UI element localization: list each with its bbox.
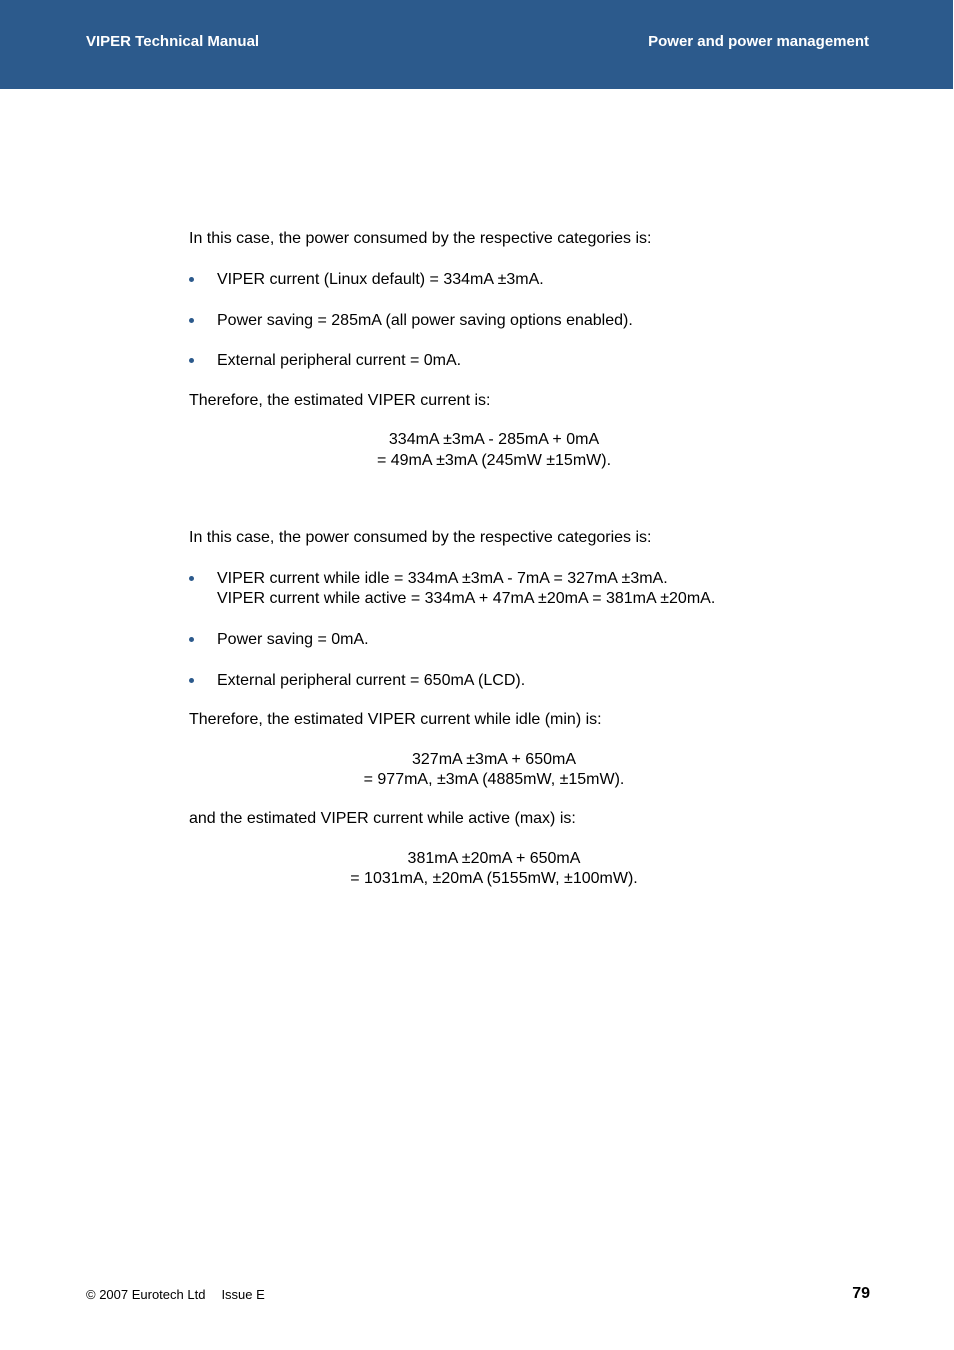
page-header <box>0 0 953 89</box>
page-number: 79 <box>852 1285 870 1302</box>
copyright: © 2007 Eurotech Ltd <box>86 1287 206 1302</box>
section1-conclusion: Therefore, the estimated VIPER current is: <box>189 392 491 409</box>
page-footer <box>86 1287 265 1302</box>
chapter-title: Power and power management <box>648 33 869 50</box>
section1-intro: In this case, the power consumed by the respective categories is: <box>189 230 652 247</box>
equation-result: = 49mA ±3mA (245mW ±15mW). <box>376 452 612 469</box>
equation-result: = 1031mA, ±20mA (5155mW, ±100mW). <box>350 870 638 887</box>
section2-conclusion-active: and the estimated VIPER current while active (max) is: <box>189 810 576 827</box>
bullet-icon <box>189 358 194 363</box>
bullet-icon <box>189 678 194 683</box>
section2-conclusion-idle: Therefore, the estimated VIPER current while idle (min) is: <box>189 711 602 728</box>
manual-title: VIPER Technical Manual <box>86 33 260 50</box>
bullet-icon <box>189 576 194 581</box>
section2-intro: In this case, the power consumed by the respective categories is: <box>189 529 652 546</box>
equation-line: 327mA ±3mA + 650mA <box>412 751 576 768</box>
bullet-icon <box>189 277 194 282</box>
bullet-icon <box>189 637 194 642</box>
equation-result: = 977mA, ±3mA (4885mW, ±15mW). <box>363 771 625 788</box>
issue-label: Issue E <box>221 1287 265 1302</box>
equation-line: 381mA ±20mA + 650mA <box>407 850 581 867</box>
equation-line: 334mA ±3mA - 285mA + 0mA <box>388 431 600 448</box>
bullet-icon <box>189 318 194 323</box>
